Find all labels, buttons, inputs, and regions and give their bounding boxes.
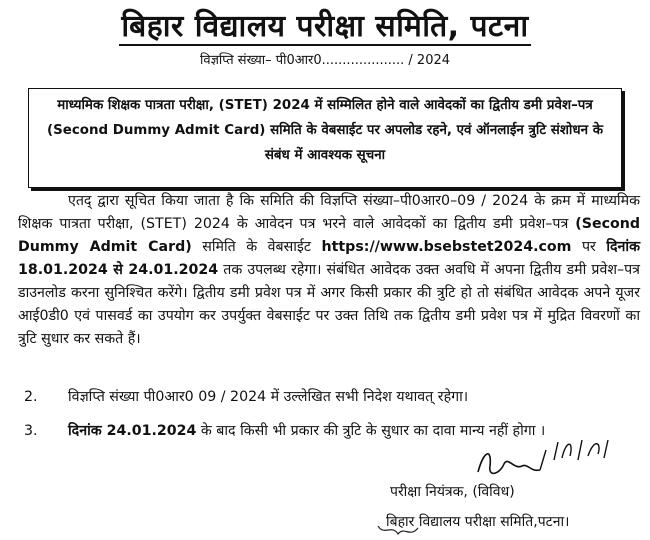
para-text-d: पर <box>581 239 596 255</box>
subject-line-2: (Second Dummy Admit Card) समिति के वेबसाईट पर अपलोड रहने, एवं ऑनलाईन त्रुटि संशोधन के <box>46 123 604 138</box>
list-item-text: विज्ञप्ति संख्या पी0आर0 09 / 2024 में उल्लेखित सभी निदेश यथावत् रहेगा। <box>68 389 469 405</box>
subject-box <box>28 88 622 188</box>
subject-line-3: संबंध में आवश्यक सूचना <box>264 148 386 163</box>
para-text-e: तक उपलब्ध रहेगा। संबंधित आवेदक उक्त अवधि में अपना द्वितीय डमी प्रवेश–पत्र डाउनलोड करना सुनिश्चित करेंगे। द्वितीय डमी प्रवेश पत्र में अगर किसी प्रकार की त्रुटि हो तो संबंधित आवेदक अपने यूजर आई0डी0 एवं पासवर्ड का उपयोग कर उपर्युक्त वेबसाईट पर उक्त तिथि तक द्वितीय डमी प्रवेश पत्र में मुद्रित विवरणों का त्रुटि सुधार कर सकते हैं। <box>18 262 640 347</box>
para-text-a: एतद् द्वारा सूचित किया जाता है कि समिति की विज्ञप्ति संख्या–पी0आर0–09 / 2024 के क्रम में माध्यमिक शिक्षक पात्रता परीक्षा, (STET) 2024 के आवेदन पत्र भरने वाले आवेदकों का द्वितीय डमी प्रवेश–पत्र <box>18 193 640 232</box>
notice-paragraph-1 <box>18 190 640 351</box>
subject-line-1: माध्यमिक शिक्षक पात्रता परीक्षा, (STET) 2024 में सम्मिलित होने वाले आवेदकों का द्वितीय डमी प्रवेश–पत्र <box>57 98 593 113</box>
signatory-designation: परीक्षा नियंत्रक, (विविध) <box>390 484 515 500</box>
page-title <box>0 4 650 45</box>
para-admit-card-term: (Second Dummy Admit Card) <box>18 216 640 255</box>
list-item-text: के बाद किसी भी प्रकार की त्रुटि के सुधार का दावा मान्य नहीं होगा । <box>196 423 546 439</box>
page-title-text: बिहार विद्यालय परीक्षा समिति, पटना <box>121 9 529 44</box>
para-text-c: समिति के वेबसाईट <box>202 239 312 255</box>
availability-dates: दिनांक 18.01.2024 से 24.01.2024 <box>18 239 640 278</box>
handwritten-signature <box>470 430 630 490</box>
stamp-fragment <box>0 522 650 540</box>
signatory-office: बिहार विद्यालय परीक्षा समिति,पटना। <box>386 514 570 530</box>
notice-reference-number: विज्ञप्ति संख्या– पी0आर0.................... / 2024 <box>199 53 451 68</box>
list-item-number: 3. <box>24 423 38 439</box>
signature-scribble <box>470 430 630 490</box>
list-item-number: 2. <box>24 389 38 405</box>
list-item-bold: दिनांक 24.01.2024 <box>68 423 197 439</box>
website-url: https://www.bsebstet2024.com <box>321 239 572 255</box>
list-item <box>24 386 634 408</box>
